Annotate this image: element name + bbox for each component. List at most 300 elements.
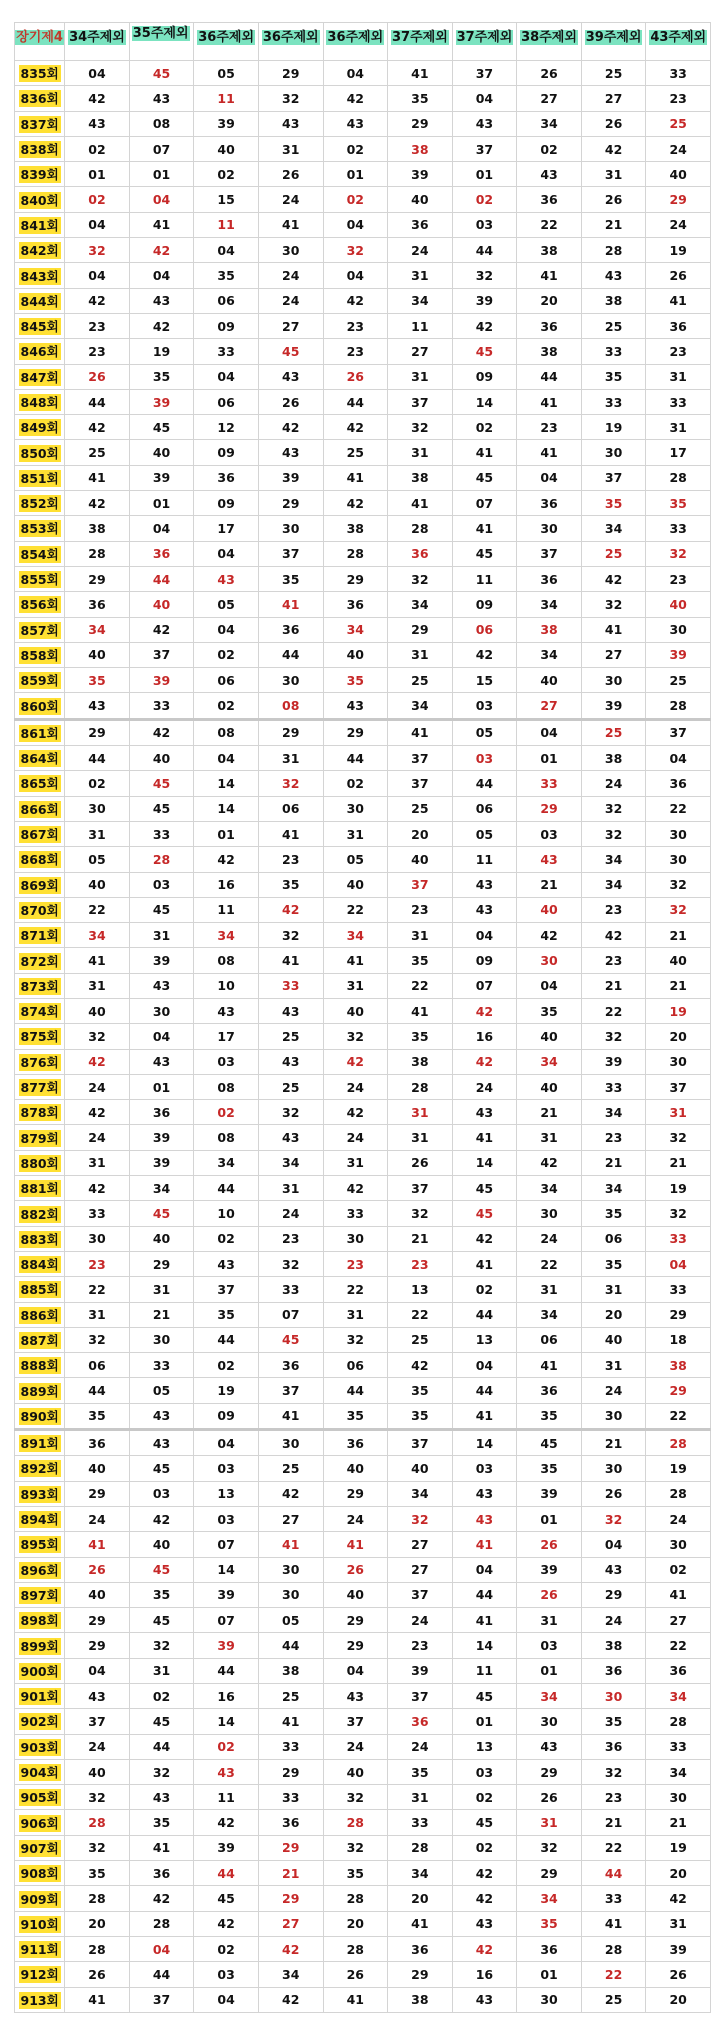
- number-cell: 32: [388, 1201, 453, 1226]
- table-row: [15, 1277, 711, 1302]
- number-cell: 35: [388, 1024, 453, 1049]
- number-cell: 11: [194, 212, 259, 237]
- number-cell: 35: [129, 364, 194, 389]
- number-cell: 29: [258, 61, 323, 86]
- number-cell: 02: [194, 642, 259, 667]
- table-row: [15, 61, 711, 86]
- number-cell: 19: [581, 415, 646, 440]
- number-cell: 03: [452, 1456, 517, 1481]
- table-row: [15, 948, 711, 973]
- number-cell: 36: [388, 1709, 453, 1734]
- number-cell: 33: [323, 1201, 388, 1226]
- number-cell: 35: [129, 1810, 194, 1835]
- number-cell: 31: [581, 162, 646, 187]
- number-cell: 02: [323, 771, 388, 796]
- number-cell: 41: [517, 389, 582, 414]
- number-cell: 09: [194, 313, 259, 338]
- number-cell: 35: [194, 263, 259, 288]
- number-cell: 04: [452, 1557, 517, 1582]
- table-row: [15, 187, 711, 212]
- number-cell: 35: [517, 998, 582, 1023]
- number-cell: 26: [517, 61, 582, 86]
- number-cell: 33: [258, 1277, 323, 1302]
- number-cell: 24: [258, 288, 323, 313]
- number-cell: 33: [581, 339, 646, 364]
- number-cell: 38: [388, 1987, 453, 2012]
- table-row: [15, 263, 711, 288]
- number-cell: 43: [129, 288, 194, 313]
- number-cell: 31: [517, 1810, 582, 1835]
- round-label: 851회: [15, 465, 65, 490]
- number-cell: 36: [388, 541, 453, 566]
- table-row: [15, 1936, 711, 1961]
- table-row: [15, 872, 711, 897]
- number-cell: 43: [452, 1987, 517, 2012]
- number-cell: 28: [388, 1074, 453, 1099]
- table-row: [15, 1658, 711, 1683]
- number-cell: 44: [452, 1582, 517, 1607]
- number-cell: 27: [581, 642, 646, 667]
- number-cell: 27: [258, 313, 323, 338]
- number-cell: 42: [65, 1049, 130, 1074]
- number-cell: 45: [194, 1886, 259, 1911]
- number-cell: 09: [194, 491, 259, 516]
- round-label: 869회: [15, 872, 65, 897]
- number-cell: 19: [646, 1176, 711, 1201]
- number-cell: 41: [517, 1353, 582, 1378]
- number-cell: 32: [581, 1759, 646, 1784]
- number-cell: 38: [517, 617, 582, 642]
- round-label: 913회: [15, 1987, 65, 2012]
- number-cell: 29: [258, 491, 323, 516]
- number-cell: 05: [129, 1378, 194, 1403]
- number-cell: 39: [517, 1557, 582, 1582]
- table-row: [15, 693, 711, 719]
- number-cell: 24: [323, 1074, 388, 1099]
- number-cell: 23: [646, 566, 711, 591]
- round-label: 887회: [15, 1327, 65, 1352]
- number-cell: 29: [388, 1962, 453, 1987]
- number-cell: 43: [258, 1125, 323, 1150]
- number-cell: 11: [452, 847, 517, 872]
- number-cell: 40: [388, 187, 453, 212]
- number-cell: 16: [452, 1024, 517, 1049]
- number-cell: 40: [323, 1456, 388, 1481]
- number-cell: 02: [452, 415, 517, 440]
- number-cell: 07: [129, 136, 194, 161]
- number-cell: 43: [452, 897, 517, 922]
- number-cell: 38: [388, 136, 453, 161]
- number-cell: 39: [646, 1936, 711, 1961]
- number-cell: 39: [581, 1049, 646, 1074]
- number-cell: 34: [517, 1886, 582, 1911]
- number-cell: 32: [581, 592, 646, 617]
- number-cell: 27: [388, 1557, 453, 1582]
- table-row: [15, 541, 711, 566]
- number-cell: 41: [323, 465, 388, 490]
- number-cell: 44: [452, 238, 517, 263]
- round-label: 859회: [15, 668, 65, 693]
- number-cell: 42: [65, 1176, 130, 1201]
- round-label: 897회: [15, 1582, 65, 1607]
- table-row: [15, 516, 711, 541]
- number-cell: 24: [581, 1378, 646, 1403]
- number-cell: 44: [65, 746, 130, 771]
- number-cell: 43: [581, 263, 646, 288]
- number-cell: 28: [323, 541, 388, 566]
- header-cell-6: 37주제외: [388, 23, 453, 61]
- number-cell: 19: [646, 238, 711, 263]
- number-cell: 42: [323, 86, 388, 111]
- number-cell: 44: [258, 1633, 323, 1658]
- number-cell: 40: [65, 1759, 130, 1784]
- number-cell: 21: [388, 1226, 453, 1251]
- number-cell: 06: [258, 796, 323, 821]
- number-cell: 41: [323, 948, 388, 973]
- number-cell: 03: [452, 746, 517, 771]
- number-cell: 30: [646, 1049, 711, 1074]
- number-cell: 38: [388, 465, 453, 490]
- number-cell: 34: [581, 1100, 646, 1125]
- number-cell: 24: [323, 1506, 388, 1531]
- number-cell: 25: [258, 1684, 323, 1709]
- number-cell: 39: [129, 668, 194, 693]
- number-cell: 15: [452, 668, 517, 693]
- number-cell: 40: [129, 746, 194, 771]
- number-cell: 39: [646, 642, 711, 667]
- number-cell: 32: [258, 1251, 323, 1276]
- number-cell: 39: [388, 1658, 453, 1683]
- number-cell: 25: [258, 1024, 323, 1049]
- table-row: [15, 1456, 711, 1481]
- table-row: [15, 238, 711, 263]
- number-cell: 27: [646, 1608, 711, 1633]
- number-cell: 01: [194, 821, 259, 846]
- number-cell: 22: [65, 1277, 130, 1302]
- number-cell: 41: [452, 516, 517, 541]
- number-cell: 09: [452, 948, 517, 973]
- number-cell: 41: [388, 998, 453, 1023]
- table-row: [15, 1049, 711, 1074]
- table-row: [15, 1074, 711, 1099]
- number-cell: 04: [194, 1430, 259, 1456]
- number-cell: 37: [323, 1709, 388, 1734]
- number-cell: 32: [517, 1835, 582, 1860]
- number-cell: 41: [388, 491, 453, 516]
- number-cell: 25: [258, 1456, 323, 1481]
- number-cell: 28: [129, 847, 194, 872]
- number-cell: 31: [129, 1658, 194, 1683]
- number-cell: 35: [388, 1403, 453, 1429]
- number-cell: 06: [581, 1226, 646, 1251]
- number-cell: 24: [258, 263, 323, 288]
- number-cell: 42: [65, 86, 130, 111]
- number-cell: 33: [129, 693, 194, 719]
- number-cell: 20: [646, 1987, 711, 2012]
- number-cell: 44: [129, 1734, 194, 1759]
- number-cell: 18: [646, 1327, 711, 1352]
- number-cell: 19: [646, 1456, 711, 1481]
- number-cell: 23: [323, 339, 388, 364]
- number-cell: 13: [452, 1734, 517, 1759]
- number-cell: 22: [646, 1403, 711, 1429]
- number-cell: 01: [517, 1962, 582, 1987]
- number-cell: 28: [581, 238, 646, 263]
- number-cell: 13: [388, 1277, 453, 1302]
- number-cell: 06: [194, 288, 259, 313]
- number-cell: 43: [65, 693, 130, 719]
- lotto-exclusion-sheet: [14, 22, 711, 2013]
- number-cell: 09: [452, 364, 517, 389]
- round-label: 878회: [15, 1100, 65, 1125]
- number-cell: 34: [194, 923, 259, 948]
- number-cell: 41: [258, 1709, 323, 1734]
- number-cell: 41: [258, 948, 323, 973]
- number-cell: 43: [452, 111, 517, 136]
- table-row: [15, 465, 711, 490]
- number-cell: 21: [581, 212, 646, 237]
- number-cell: 40: [65, 998, 130, 1023]
- round-label: 846회: [15, 339, 65, 364]
- number-cell: 42: [65, 415, 130, 440]
- number-cell: 34: [258, 1150, 323, 1175]
- number-cell: 31: [517, 1277, 582, 1302]
- round-label: 839회: [15, 162, 65, 187]
- number-cell: 30: [517, 1709, 582, 1734]
- number-cell: 45: [129, 1557, 194, 1582]
- round-label: 850회: [15, 440, 65, 465]
- number-cell: 42: [129, 1506, 194, 1531]
- number-cell: 36: [581, 1734, 646, 1759]
- number-cell: 34: [517, 642, 582, 667]
- round-label: 847회: [15, 364, 65, 389]
- number-cell: 22: [646, 1633, 711, 1658]
- number-cell: 36: [517, 566, 582, 591]
- number-cell: 43: [258, 998, 323, 1023]
- number-cell: 36: [517, 1378, 582, 1403]
- number-cell: 37: [388, 1684, 453, 1709]
- number-cell: 32: [65, 1835, 130, 1860]
- number-cell: 14: [194, 771, 259, 796]
- number-cell: 34: [517, 1684, 582, 1709]
- number-cell: 28: [646, 1709, 711, 1734]
- number-cell: 36: [258, 617, 323, 642]
- number-cell: 39: [129, 465, 194, 490]
- number-cell: 21: [646, 923, 711, 948]
- number-cell: 07: [452, 491, 517, 516]
- number-cell: 28: [65, 1886, 130, 1911]
- number-cell: 06: [194, 389, 259, 414]
- number-cell: 14: [194, 1709, 259, 1734]
- number-cell: 40: [129, 1532, 194, 1557]
- number-cell: 43: [129, 86, 194, 111]
- number-cell: 26: [258, 162, 323, 187]
- number-cell: 36: [646, 771, 711, 796]
- number-cell: 02: [194, 1734, 259, 1759]
- number-cell: 33: [194, 339, 259, 364]
- number-cell: 33: [646, 389, 711, 414]
- number-cell: 40: [517, 1074, 582, 1099]
- number-cell: 44: [194, 1861, 259, 1886]
- number-cell: 43: [129, 1049, 194, 1074]
- number-cell: 40: [129, 440, 194, 465]
- number-cell: 42: [581, 923, 646, 948]
- number-cell: 45: [452, 1176, 517, 1201]
- number-cell: 03: [517, 821, 582, 846]
- table-row: [15, 364, 711, 389]
- number-cell: 34: [517, 111, 582, 136]
- number-cell: 22: [581, 1962, 646, 1987]
- number-cell: 29: [323, 1633, 388, 1658]
- number-cell: 35: [517, 1911, 582, 1936]
- table-row: [15, 111, 711, 136]
- number-cell: 24: [581, 771, 646, 796]
- number-cell: 42: [646, 1886, 711, 1911]
- number-cell: 35: [517, 1403, 582, 1429]
- number-cell: 31: [323, 1150, 388, 1175]
- number-cell: 04: [65, 1658, 130, 1683]
- number-cell: 40: [646, 592, 711, 617]
- number-cell: 32: [65, 1785, 130, 1810]
- number-cell: 24: [646, 1506, 711, 1531]
- number-cell: 04: [194, 1987, 259, 2012]
- number-cell: 42: [323, 288, 388, 313]
- number-cell: 26: [581, 1481, 646, 1506]
- number-cell: 37: [388, 1430, 453, 1456]
- number-cell: 35: [65, 1403, 130, 1429]
- number-cell: 02: [517, 136, 582, 161]
- round-label: 895회: [15, 1532, 65, 1557]
- number-cell: 35: [646, 491, 711, 516]
- table-row: [15, 1861, 711, 1886]
- number-cell: 16: [452, 1962, 517, 1987]
- number-cell: 43: [323, 1684, 388, 1709]
- number-cell: 23: [581, 948, 646, 973]
- table-row: [15, 1150, 711, 1175]
- number-cell: 44: [258, 642, 323, 667]
- number-cell: 07: [194, 1532, 259, 1557]
- number-cell: 40: [65, 872, 130, 897]
- number-cell: 42: [323, 1049, 388, 1074]
- number-cell: 29: [581, 1582, 646, 1607]
- number-cell: 32: [323, 1024, 388, 1049]
- number-cell: 41: [65, 948, 130, 973]
- number-cell: 37: [388, 1582, 453, 1607]
- number-cell: 34: [517, 1302, 582, 1327]
- number-cell: 39: [129, 948, 194, 973]
- round-label: 892회: [15, 1456, 65, 1481]
- round-label: 910회: [15, 1911, 65, 1936]
- number-cell: 31: [388, 642, 453, 667]
- number-cell: 36: [517, 313, 582, 338]
- number-cell: 02: [65, 187, 130, 212]
- number-cell: 32: [646, 897, 711, 922]
- number-cell: 20: [517, 288, 582, 313]
- number-cell: 16: [194, 1684, 259, 1709]
- number-cell: 44: [194, 1658, 259, 1683]
- table-row: [15, 1633, 711, 1658]
- number-cell: 45: [452, 1684, 517, 1709]
- number-cell: 12: [194, 415, 259, 440]
- round-label: 905회: [15, 1785, 65, 1810]
- number-cell: 29: [517, 1759, 582, 1784]
- round-label: 871회: [15, 923, 65, 948]
- number-cell: 11: [452, 566, 517, 591]
- number-cell: 35: [323, 1403, 388, 1429]
- number-cell: 35: [65, 668, 130, 693]
- number-cell: 02: [194, 1936, 259, 1961]
- number-cell: 40: [517, 1024, 582, 1049]
- number-cell: 31: [258, 746, 323, 771]
- number-cell: 35: [194, 1302, 259, 1327]
- number-cell: 24: [646, 136, 711, 161]
- number-cell: 04: [452, 923, 517, 948]
- number-cell: 23: [65, 313, 130, 338]
- number-cell: 38: [581, 746, 646, 771]
- number-cell: 39: [194, 1835, 259, 1860]
- number-cell: 28: [65, 541, 130, 566]
- round-label: 904회: [15, 1759, 65, 1784]
- header-cell-2: 35주제외: [129, 23, 194, 61]
- number-cell: 34: [517, 592, 582, 617]
- number-cell: 32: [323, 1785, 388, 1810]
- number-cell: 34: [581, 872, 646, 897]
- number-cell: 43: [517, 1734, 582, 1759]
- number-cell: 42: [452, 1861, 517, 1886]
- number-cell: 43: [323, 111, 388, 136]
- number-cell: 24: [65, 1125, 130, 1150]
- header-cell-5: 36주제외: [323, 23, 388, 61]
- table-row: [15, 1403, 711, 1429]
- number-cell: 42: [258, 415, 323, 440]
- table-row: [15, 491, 711, 516]
- number-cell: 36: [646, 313, 711, 338]
- round-label: 845회: [15, 313, 65, 338]
- number-cell: 41: [388, 1911, 453, 1936]
- number-cell: 33: [646, 61, 711, 86]
- number-cell: 30: [258, 238, 323, 263]
- number-cell: 39: [194, 1633, 259, 1658]
- number-cell: 31: [388, 364, 453, 389]
- number-cell: 45: [452, 465, 517, 490]
- number-cell: 01: [517, 1506, 582, 1531]
- number-cell: 26: [323, 364, 388, 389]
- number-cell: 04: [129, 263, 194, 288]
- round-label: 867회: [15, 821, 65, 846]
- number-cell: 14: [194, 796, 259, 821]
- round-label: 843회: [15, 263, 65, 288]
- number-cell: 23: [581, 1125, 646, 1150]
- number-cell: 19: [194, 1378, 259, 1403]
- number-cell: 44: [129, 566, 194, 591]
- number-cell: 02: [452, 187, 517, 212]
- number-cell: 35: [388, 1378, 453, 1403]
- number-cell: 33: [646, 1226, 711, 1251]
- number-cell: 42: [129, 617, 194, 642]
- number-cell: 35: [388, 948, 453, 973]
- number-cell: 01: [452, 162, 517, 187]
- table-row: [15, 1987, 711, 2012]
- number-cell: 28: [323, 1886, 388, 1911]
- number-cell: 28: [646, 693, 711, 719]
- number-cell: 41: [452, 1125, 517, 1150]
- number-cell: 43: [129, 1403, 194, 1429]
- number-cell: 34: [258, 1962, 323, 1987]
- number-cell: 23: [581, 1785, 646, 1810]
- number-cell: 01: [129, 1074, 194, 1099]
- round-label: 908회: [15, 1861, 65, 1886]
- table-row: [15, 1024, 711, 1049]
